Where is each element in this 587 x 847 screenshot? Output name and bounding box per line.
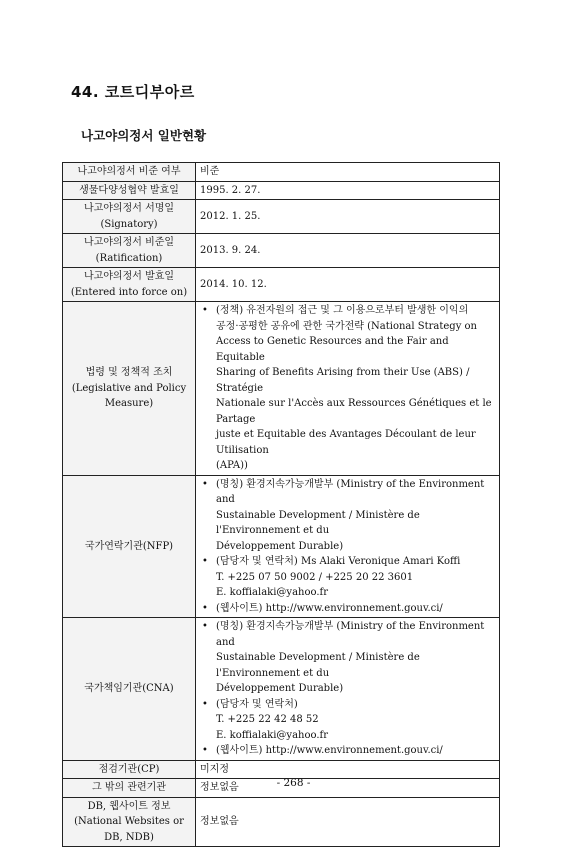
bullet-list <box>200 303 495 474</box>
table-row <box>63 200 500 234</box>
bullet-item <box>200 619 495 697</box>
row-value <box>196 618 500 761</box>
row-label-line: Measure) <box>104 398 154 409</box>
bullet-item-line: Access to Genetic Resources and the Fair and Equitable <box>216 336 449 363</box>
row-value: 비준 <box>196 163 500 182</box>
table-row <box>63 163 500 182</box>
row-label-line: 나고야의정서 비준일 <box>83 237 175 248</box>
row-label <box>63 200 196 234</box>
row-value: 미지정 <box>196 760 500 779</box>
row-label-line: 나고야의정서 발효일 <box>83 271 175 282</box>
bullet-item-line: (APA)) <box>216 460 248 471</box>
row-value: 2012. 1. 25. <box>196 200 500 234</box>
row-value: 정보없음 <box>196 779 500 798</box>
row-label-line: 국가연락기관(NFP) <box>84 540 174 552</box>
row-value: 1995. 2. 27. <box>196 181 500 200</box>
bullet-item <box>200 554 495 601</box>
bullet-item <box>200 303 495 474</box>
table-row <box>63 760 500 779</box>
row-label-line: 생물다양성협약 발효일 <box>79 184 179 196</box>
cna-row <box>63 618 500 761</box>
row-label-line: 그 밖의 관련기관 <box>92 782 166 793</box>
row-label-line: (Ratification) <box>95 252 163 264</box>
table-row <box>63 181 500 200</box>
row-label-line: 점검기관(CP) <box>98 763 160 775</box>
row-label <box>63 234 196 268</box>
bullet-item-line: • (명칭) 환경지속가능개발부 (Ministry of the Environment and <box>216 478 485 505</box>
row-value: 2014. 10. 12. <box>196 268 500 302</box>
row-label <box>63 618 196 761</box>
table-row <box>63 234 500 268</box>
row-label-line: (National Websites or DB, NDB) <box>74 816 184 843</box>
bullet-list <box>200 477 495 617</box>
row-label-line: 나고야의정서 서명일 <box>83 203 175 214</box>
bullet-item-line: Nationale sur l'Accès aux Ressources Génétiques et le Partage <box>216 398 492 425</box>
bullet-item <box>200 697 495 744</box>
bullet-item-line: • (웹사이트) http://www.environnement.gouv.ci/ <box>216 602 443 614</box>
table-row <box>63 797 500 847</box>
bullet-item-line: • (명칭) 환경지속가능개발부 (Ministry of the Environment and <box>216 621 485 648</box>
row-label-line: (Entered into force on) <box>70 286 188 298</box>
bullet-item-line: • (웹사이트) http://www.environnement.gouv.ci/ <box>216 745 443 756</box>
legislative-measure-row <box>63 302 500 476</box>
section-title: 44. 코트디부아르 <box>71 83 195 101</box>
row-label <box>63 163 196 182</box>
row-label <box>63 268 196 302</box>
bullet-list <box>200 619 495 759</box>
bullet-item-line: Sharing of Benefits Arising from their Use (ABS) / Stratégie <box>216 367 470 394</box>
row-value: 2013. 9. 24. <box>196 234 500 268</box>
bullet-item-line: T. +225 22 42 48 52 <box>216 714 319 725</box>
row-label-line: 국가책임기관(CNA) <box>84 683 174 694</box>
bullet-item-line: 공정·공평한 공유에 관한 국가전략 (National Strategy on <box>216 320 478 332</box>
row-label-line: 법령 및 정책적 조치 <box>85 367 173 378</box>
row-label <box>63 475 196 618</box>
row-label <box>63 760 196 779</box>
bullet-item-line: E. koffialaki@yahoo.fr <box>216 729 328 741</box>
nfp-row <box>63 475 500 618</box>
bullet-item <box>200 477 495 555</box>
bullet-item-line: juste et Equitable des Avantages Découlant de leur Utilisation <box>216 429 476 456</box>
bullet-item <box>200 743 495 759</box>
row-label <box>63 181 196 200</box>
row-label-line: (Legislative and Policy <box>71 382 187 394</box>
row-label-line: DB, 웹사이트 정보 <box>87 800 171 812</box>
table-row <box>63 268 500 302</box>
row-label-line: 나고야의정서 비준 여부 <box>77 166 181 177</box>
row-label <box>63 797 196 847</box>
bullet-item-line: • (담당자 및 연락처) Ms Alaki Veronique Amari Koffi <box>216 556 461 567</box>
row-value <box>196 475 500 618</box>
row-label <box>63 302 196 476</box>
bullet-item-line: • (담당자 및 연락처) <box>216 698 298 710</box>
row-label-line: (Signatory) <box>100 218 158 230</box>
nagoya-protocol-table <box>62 162 500 847</box>
bullet-item-line: T. +225 07 50 9002 / +225 20 22 3601 <box>216 571 414 583</box>
row-value: 정보없음 <box>196 797 500 847</box>
bullet-item-line: E. koffialaki@yahoo.fr <box>216 587 328 598</box>
bullet-item-line: Développement Durable) <box>216 540 344 552</box>
bullet-item-line: Sustainable Development / Ministère de l'Environnement et du <box>216 509 420 536</box>
bullet-item-line: Sustainable Development / Ministère de l'Environnement et du <box>216 652 420 679</box>
section-subtitle: 나고야의정서 일반현황 <box>81 128 207 143</box>
row-value <box>196 302 500 476</box>
bullet-item-line: • (정책) 유전자원의 접근 및 그 이용으로부터 발생한 이익의 <box>216 305 469 316</box>
bullet-item <box>200 601 495 617</box>
bullet-item-line: Développement Durable) <box>216 683 344 694</box>
page-number: - 268 - <box>276 777 311 789</box>
